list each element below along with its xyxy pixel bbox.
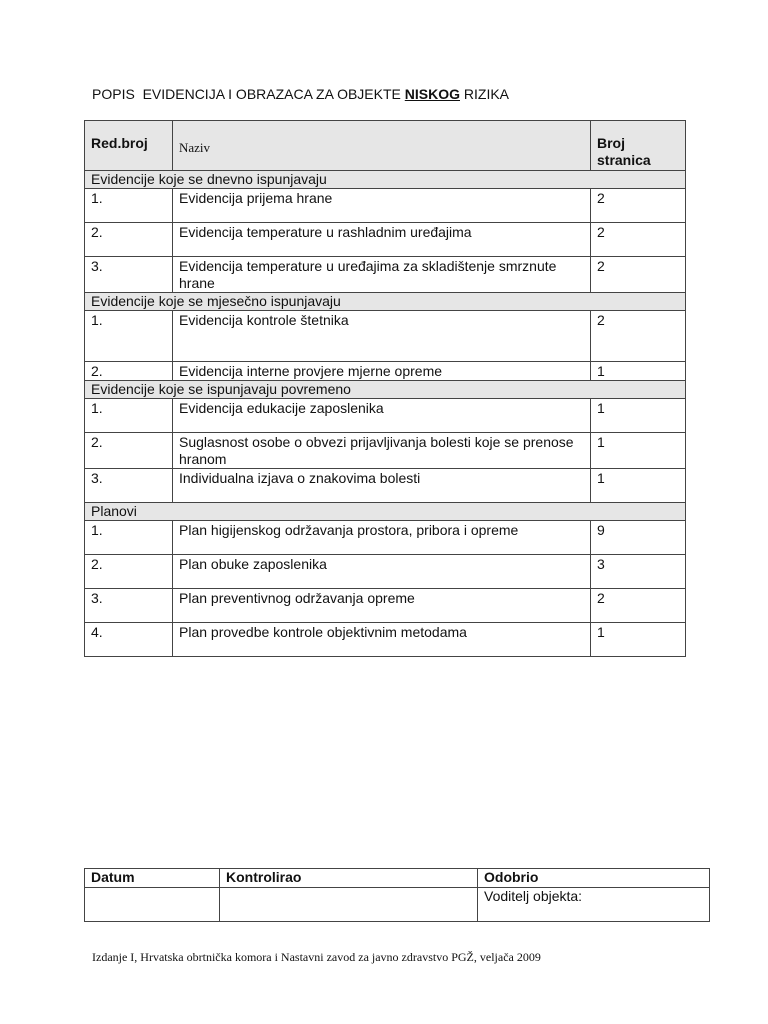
signoff-datum-field[interactable] (85, 888, 220, 922)
row-name: Evidencija temperature u uređajima za skladištenje smrznute hrane (173, 257, 591, 293)
row-pages: 2 (591, 589, 686, 623)
table-row (85, 589, 686, 623)
row-name: Evidencija temperature u rashladnim uređajima (173, 223, 591, 257)
table-row (85, 469, 686, 503)
signoff-kontrolirao-field[interactable] (220, 888, 478, 922)
header-naziv: Naziv (173, 121, 591, 171)
signoff-header-row (85, 869, 710, 888)
table-row (85, 311, 686, 362)
row-pages: 9 (591, 521, 686, 555)
table-row (85, 623, 686, 657)
row-pages: 1 (591, 623, 686, 657)
table-row (85, 399, 686, 433)
section-title: Evidencije koje se dnevno ispunjavaju (85, 171, 686, 189)
header-broj-stranica: Broj stranica (591, 121, 686, 171)
row-number: 3. (85, 469, 173, 503)
row-number: 1. (85, 521, 173, 555)
row-number: 1. (85, 311, 173, 362)
row-name: Evidencija kontrole štetnika (173, 311, 591, 362)
section-row (85, 503, 686, 521)
table-row (85, 257, 686, 293)
footer-text: Izdanje I, Hrvatska obrtnička komora i Nastavni zavod za javno zdravstvo PGŽ, veljača 2009 (92, 950, 541, 964)
row-pages: 2 (591, 311, 686, 362)
row-number: 3. (85, 589, 173, 623)
section-row (85, 171, 686, 189)
row-name: Suglasnost osobe o obvezi prijavljivanja bolesti koje se prenose hranom (173, 433, 591, 469)
row-pages: 2 (591, 257, 686, 293)
row-name: Plan higijenskog održavanja prostora, pribora i opreme (173, 521, 591, 555)
row-name: Evidencija edukacije zaposlenika (173, 399, 591, 433)
table-row (85, 189, 686, 223)
title-part-2: RIZIKA (460, 86, 510, 102)
section-title: Evidencije koje se mjesečno ispunjavaju (85, 293, 686, 311)
signoff-odobrio-label: Odobrio (478, 869, 710, 888)
row-pages: 1 (591, 433, 686, 469)
row-number: 3. (85, 257, 173, 293)
row-pages: 1 (591, 362, 686, 381)
header-red-broj: Red.broj (85, 121, 173, 171)
row-pages: 3 (591, 555, 686, 589)
signoff-body-row (85, 888, 710, 922)
signoff-table (84, 868, 710, 922)
row-number: 2. (85, 362, 173, 381)
section-row (85, 381, 686, 399)
row-number: 1. (85, 399, 173, 433)
title-emphasis: NISKOG (404, 86, 460, 102)
table-row (85, 433, 686, 469)
records-table (84, 120, 686, 657)
row-pages: 2 (591, 223, 686, 257)
row-name: Evidencija prijema hrane (173, 189, 591, 223)
row-name: Plan obuke zaposlenika (173, 555, 591, 589)
row-number: 2. (85, 433, 173, 469)
page-title (92, 86, 509, 102)
row-number: 4. (85, 623, 173, 657)
table-row (85, 521, 686, 555)
signoff-voditelj-field[interactable]: Voditelj objekta: (478, 888, 710, 922)
row-number: 2. (85, 223, 173, 257)
signoff-kontrolirao-label: Kontrolirao (220, 869, 478, 888)
row-pages: 1 (591, 399, 686, 433)
records-table-body (85, 121, 686, 657)
section-title: Planovi (85, 503, 686, 521)
row-name: Plan preventivnog održavanja opreme (173, 589, 591, 623)
title-part-1: POPIS EVIDENCIJA I OBRAZACA ZA OBJEKTE (92, 86, 405, 102)
row-number: 2. (85, 555, 173, 589)
table-row (85, 223, 686, 257)
row-pages: 1 (591, 469, 686, 503)
row-number: 1. (85, 189, 173, 223)
row-name: Plan provedbe kontrole objektivnim metodama (173, 623, 591, 657)
row-name: Evidencija interne provjere mjerne opreme (173, 362, 591, 381)
section-title: Evidencije koje se ispunjavaju povremeno (85, 381, 686, 399)
section-row (85, 293, 686, 311)
signoff-datum-label: Datum (85, 869, 220, 888)
table-row (85, 362, 686, 381)
row-pages: 2 (591, 189, 686, 223)
table-header-row (85, 121, 686, 171)
table-row (85, 555, 686, 589)
row-name: Individualna izjava o znakovima bolesti (173, 469, 591, 503)
